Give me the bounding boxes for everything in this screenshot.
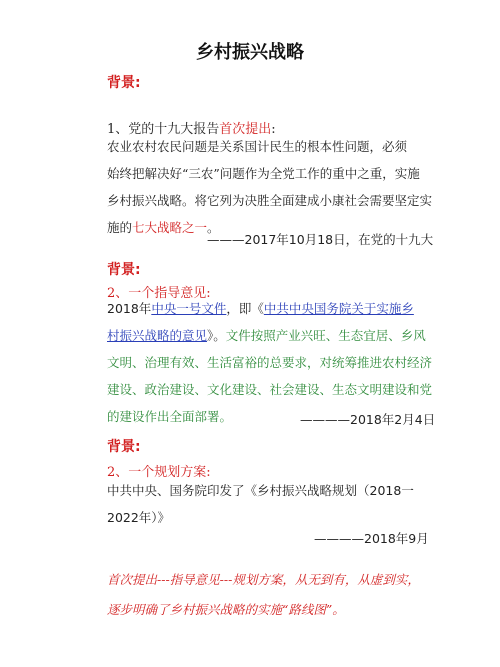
section2-signature: ————2018年2月4日 xyxy=(300,412,436,427)
opinions-document-link[interactable]: 中共中央国务院关于实施乡 xyxy=(263,301,414,316)
section3-background-label: 背景: xyxy=(107,439,141,455)
summary-footer xyxy=(107,565,420,625)
section1-heading-highlight: 首次提出 xyxy=(219,122,272,137)
section2-green-text: 文件按照产业兴旺、生态宜居、乡风 xyxy=(225,328,426,343)
section2-text: ，即《 xyxy=(226,301,264,316)
section2-heading: 2、一个指导意见: xyxy=(107,286,211,301)
central-no1-document-link[interactable]: 中央一号文件 xyxy=(151,301,227,316)
opinions-document-link-cont[interactable]: 村振兴战略的意见 xyxy=(107,328,208,343)
page-title: 乡村振兴战略 xyxy=(196,42,304,63)
section2-year: 2018年 xyxy=(107,301,152,316)
section2-background-label: 背景: xyxy=(107,262,141,278)
section1-highlight-seven-strategies: 七大战略之一 xyxy=(132,220,208,235)
section2-green-line: 文明、治理有效、生活富裕的总要求，对统筹推进农村经济 xyxy=(107,355,433,370)
section3-heading: 2、一个规划方案: xyxy=(107,465,211,480)
section1-heading-prefix: 1、党的十九大报告 xyxy=(107,122,220,137)
section1-para-line: 始终把解决好“三农”问题作为全党工作的重中之重，实施 xyxy=(107,166,420,181)
section1-heading-suffix: : xyxy=(271,122,276,137)
section2-para-line xyxy=(107,295,432,322)
section1-signature: ———2017年10月18日，在党的十九大 xyxy=(207,232,434,247)
section1-background-label: 背景: xyxy=(107,75,141,91)
section3-signature: ————2018年9月 xyxy=(314,531,429,546)
section1-para-line4-suffix: 。 xyxy=(207,220,220,235)
section3-para-line: 2022年）》 xyxy=(107,510,171,525)
section2-green-line: 建设、政治建设、文化建设、社会建设、生态文明建设和党 xyxy=(107,382,433,397)
section3-para-line: 中共中央、国务院印发了《乡村振兴战略规划（2018一 xyxy=(107,483,414,498)
section1-para-line: 农业农村农民问题是关系国计民生的根本性问题，必须 xyxy=(107,139,408,154)
section1-para-line4-prefix: 施的 xyxy=(107,220,133,235)
summary-line: 首次提出---指导意见---规划方案，从无到有，从虚到实， xyxy=(107,572,420,587)
section1-paragraph xyxy=(107,133,432,241)
section2-green-line: 的建设作出全面部署。 xyxy=(107,409,233,424)
section2-para-line xyxy=(107,322,432,349)
summary-line: 逐步明确了乡村振兴战略的实施“路线图”。 xyxy=(107,602,345,617)
section2-text: 》。 xyxy=(207,328,226,343)
section1-para-line: 乡村振兴战略。将它列为决胜全面建成小康社会需要坚定实 xyxy=(107,193,433,208)
section3-paragraph xyxy=(107,477,414,531)
